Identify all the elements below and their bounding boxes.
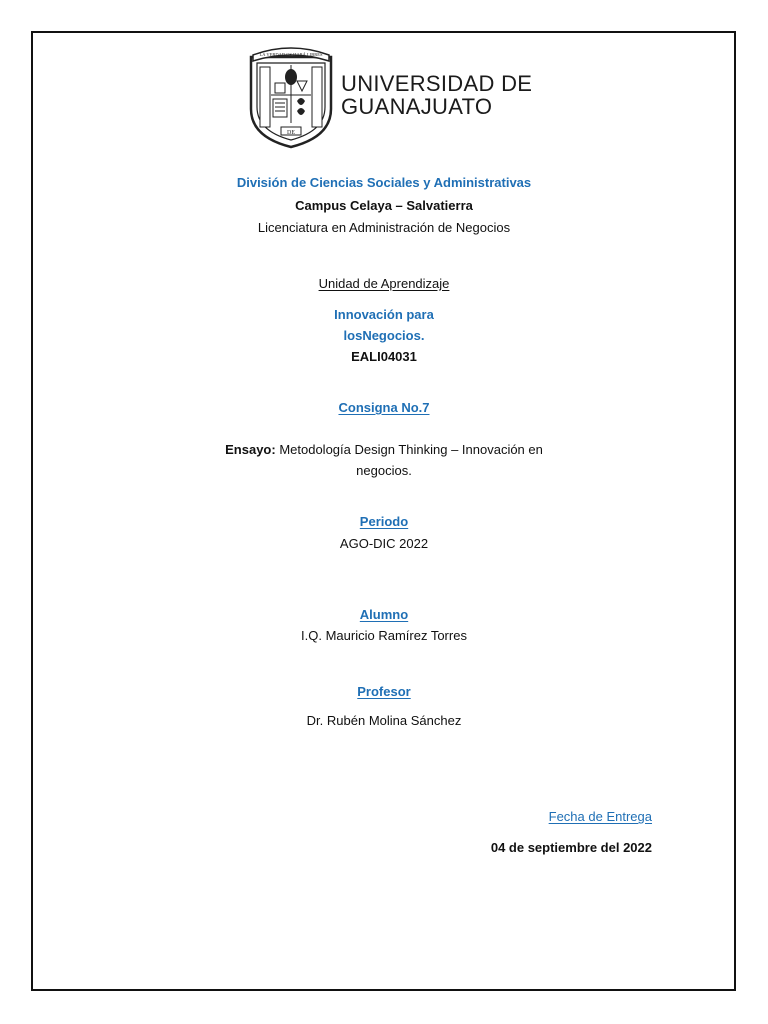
svg-text:DE: DE: [287, 130, 295, 136]
student-label: Alumno: [359, 607, 409, 622]
professor-name: Dr. Rubén Molina Sánchez: [306, 713, 462, 728]
student-name: I.Q. Mauricio Ramírez Torres: [301, 628, 467, 643]
unit-heading: Unidad de Aprendizaje: [318, 276, 450, 291]
delivery-date-value: 04 de septiembre del 2022: [490, 840, 652, 855]
svg-text:LA VERDAD OS HARÁ LIBRES: LA VERDAD OS HARÁ LIBRES: [259, 52, 323, 57]
essay-title-line2: negocios.: [356, 463, 412, 478]
course-name-line1: Innovación para: [334, 307, 434, 322]
essay-label: Ensayo:: [225, 442, 276, 457]
professor-label: Profesor: [357, 684, 411, 699]
division-name: División de Ciencias Sociales y Administrativas: [236, 175, 532, 190]
campus-name: Campus Celaya – Salvatierra: [295, 198, 473, 213]
essay-title-text: Metodología Design Thinking – Innovación en: [275, 442, 543, 457]
course-name-line2: losNegocios.: [343, 328, 425, 343]
essay-title-line1: [0, 442, 768, 457]
university-seal-logo: [245, 43, 337, 149]
assignment-title: Consigna No.7: [338, 400, 430, 415]
delivery-date-label: Fecha de Entrega: [548, 809, 652, 824]
university-name: [341, 72, 532, 118]
period-value: AGO-DIC 2022: [339, 536, 429, 551]
university-name-line1: UNIVERSIDAD DE: [341, 71, 533, 96]
course-code: EALI04031: [351, 349, 417, 364]
program-name: Licenciatura en Administración de Negocios: [257, 220, 511, 235]
university-name-line2: GUANAJUATO: [341, 94, 493, 119]
period-label: Periodo: [359, 514, 409, 529]
